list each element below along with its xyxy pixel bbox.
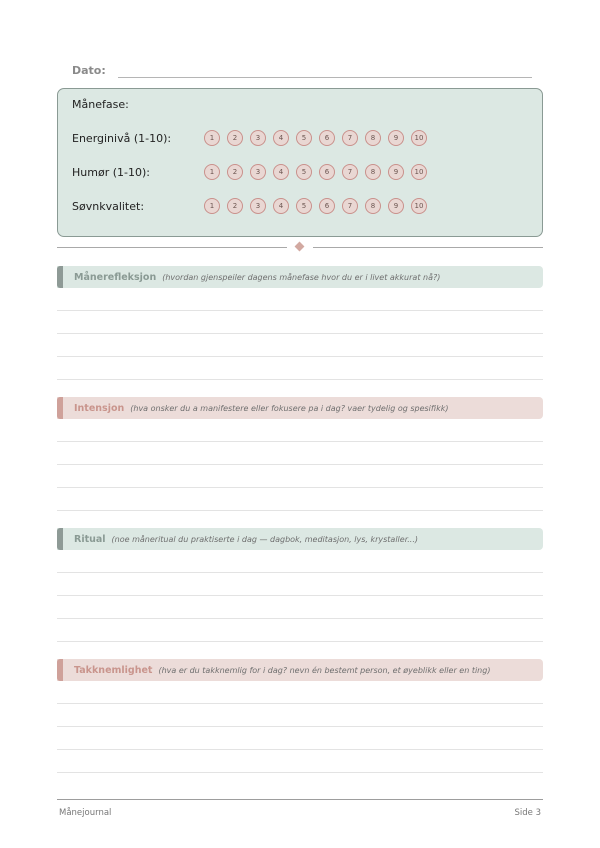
section-title: Ritual [74, 533, 106, 545]
mood-option[interactable]: 8 [365, 164, 381, 180]
energy-option[interactable]: 8 [365, 130, 381, 146]
writing-line[interactable] [57, 681, 543, 704]
footer-page-number: Side 3 [514, 808, 541, 818]
sleep-option[interactable]: 2 [227, 198, 243, 214]
mood-option[interactable]: 1 [204, 164, 220, 180]
energy-scale [204, 130, 427, 146]
sleep-option[interactable]: 4 [273, 198, 289, 214]
writing-line[interactable] [57, 334, 543, 357]
sleep-scale [204, 198, 427, 214]
mood-option[interactable]: 5 [296, 164, 312, 180]
mood-label: Humør (1-10): [72, 166, 150, 179]
writing-line[interactable] [57, 727, 543, 750]
page-footer [57, 799, 543, 818]
sleep-option[interactable]: 5 [296, 198, 312, 214]
energy-option[interactable]: 3 [250, 130, 266, 146]
mood-option[interactable]: 4 [273, 164, 289, 180]
mood-option[interactable]: 2 [227, 164, 243, 180]
section-accent [57, 659, 63, 681]
section-accent [57, 397, 63, 419]
mood-option[interactable]: 7 [342, 164, 358, 180]
mood-option[interactable]: 9 [388, 164, 404, 180]
section-hint: (hva onsker du a manifestere eller fokusere pa i dag? vaer tydelig og spesifikk) [130, 403, 449, 413]
sleep-option[interactable]: 8 [365, 198, 381, 214]
writing-line[interactable] [57, 465, 543, 488]
section-header [57, 397, 543, 419]
mood-option[interactable]: 6 [319, 164, 335, 180]
energy-option[interactable]: 10 [411, 130, 427, 146]
writing-line[interactable] [57, 750, 543, 773]
section-hint: (noe måneritual du praktiserte i dag — dagbok, meditasjon, lys, krystaller...) [111, 534, 419, 544]
section-header [57, 659, 543, 681]
writing-line[interactable] [57, 550, 543, 573]
energy-option[interactable]: 4 [273, 130, 289, 146]
rating-panel [57, 88, 543, 237]
writing-line[interactable] [57, 442, 543, 465]
mood-option[interactable]: 10 [411, 164, 427, 180]
sleep-option[interactable]: 3 [250, 198, 266, 214]
section-title: Månerefleksjon [74, 271, 157, 283]
ornament-divider [57, 242, 543, 252]
energy-option[interactable]: 2 [227, 130, 243, 146]
date-input-line[interactable] [118, 77, 532, 78]
writing-line[interactable] [57, 596, 543, 619]
date-label: Dato: [72, 64, 106, 77]
section-accent [57, 266, 63, 288]
section-header [57, 528, 543, 550]
mood-option[interactable]: 3 [250, 164, 266, 180]
section-header [57, 266, 543, 288]
section-accent [57, 528, 63, 550]
section-intention [57, 397, 543, 511]
sleep-option[interactable]: 6 [319, 198, 335, 214]
sleep-label: Søvnkvalitet: [72, 200, 145, 213]
divider-line-right [313, 247, 543, 248]
date-row [72, 62, 532, 80]
sleep-option[interactable]: 10 [411, 198, 427, 214]
writing-line[interactable] [57, 573, 543, 596]
sleep-option[interactable]: 1 [204, 198, 220, 214]
section-title: Takknemlighet [74, 664, 153, 676]
section-hint: (hva er du takknemlig for i dag? nevn én bestemt person, et øyeblikk eller en ting) [158, 665, 491, 675]
writing-line[interactable] [57, 419, 543, 442]
sleep-option[interactable]: 7 [342, 198, 358, 214]
writing-line[interactable] [57, 488, 543, 511]
writing-line[interactable] [57, 288, 543, 311]
footer-journal-name: Månejournal [59, 808, 112, 818]
energy-option[interactable]: 1 [204, 130, 220, 146]
writing-line[interactable] [57, 357, 543, 380]
diamond-icon [295, 242, 305, 252]
moon-phase-label: Månefase: [72, 98, 129, 111]
energy-option[interactable]: 6 [319, 130, 335, 146]
writing-line[interactable] [57, 311, 543, 334]
section-hint: (hvordan gjenspeiler dagens månefase hvor du er i livet akkurat nå?) [162, 272, 441, 282]
writing-line[interactable] [57, 619, 543, 642]
section-title: Intensjon [74, 402, 125, 414]
divider-line-left [57, 247, 287, 248]
energy-label: Energinivå (1-10): [72, 132, 172, 145]
section-ritual [57, 528, 543, 642]
section-gratitude [57, 659, 543, 773]
energy-option[interactable]: 9 [388, 130, 404, 146]
mood-scale [204, 164, 427, 180]
energy-option[interactable]: 5 [296, 130, 312, 146]
sleep-option[interactable]: 9 [388, 198, 404, 214]
section-moon-reflection [57, 266, 543, 380]
energy-option[interactable]: 7 [342, 130, 358, 146]
writing-line[interactable] [57, 704, 543, 727]
